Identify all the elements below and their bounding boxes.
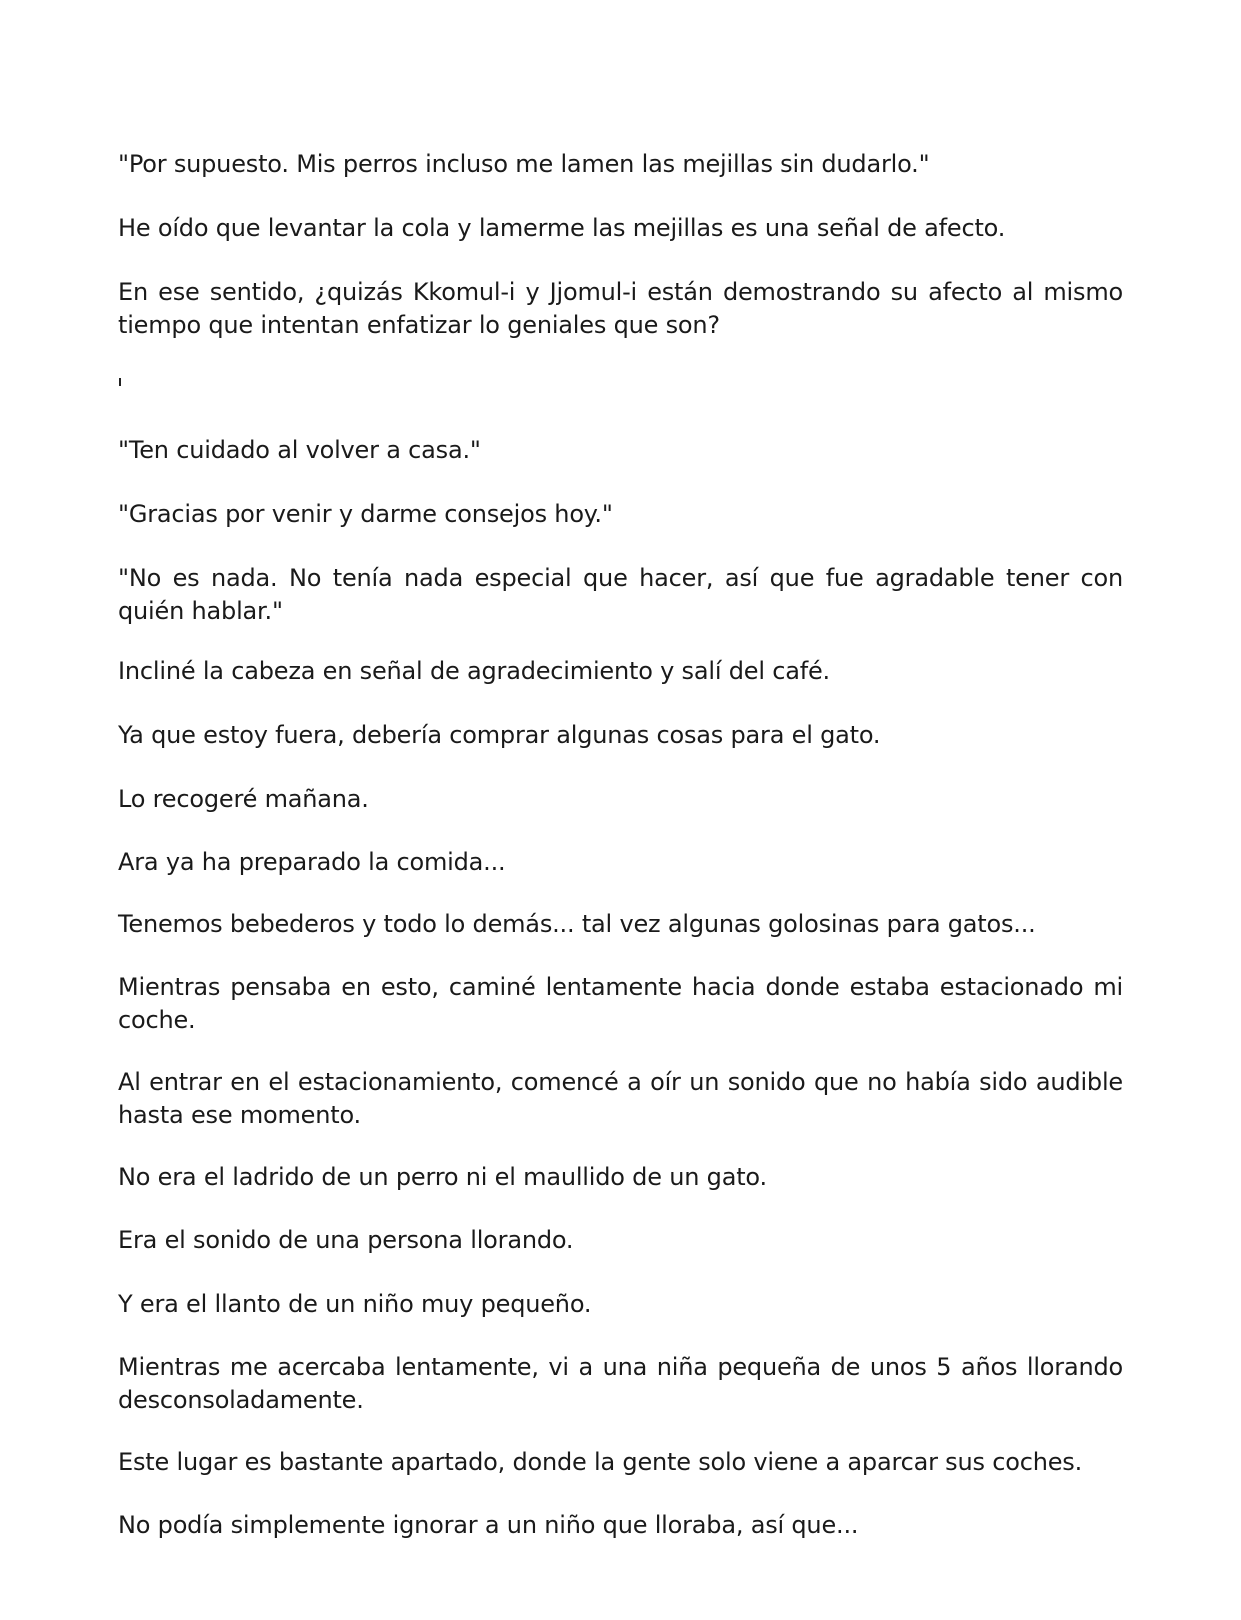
paragraph-17: Mientras me acercaba lentamente, vi a una niña pequeña de unos 5 años llorando desconsoladamente. [118, 1353, 1123, 1414]
paragraph-1: "Por supuesto. Mis perros incluso me lamen las mejillas sin dudarlo." [118, 150, 930, 178]
paragraph-10: Ara ya ha preparado la comida... [118, 848, 506, 876]
paragraph-5: "Gracias por venir y darme consejos hoy." [118, 500, 613, 528]
paragraph-11: Tenemos bebederos y todo lo demás... tal vez algunas golosinas para gatos... [118, 910, 1036, 938]
paragraph-3: En ese sentido, ¿quizás Kkomul-i y Jjomul-i están demostrando su afecto al mismo tiempo que intentan enfatizar lo geniales que son? [118, 278, 1123, 339]
paragraph-8: Ya que estoy fuera, debería comprar algunas cosas para el gato. [118, 721, 881, 749]
paragraph-4: "Ten cuidado al volver a casa." [118, 436, 481, 464]
paragraph-6: "No es nada. No tenía nada especial que hacer, así que fue agradable tener con quién hablar." [118, 564, 1123, 625]
paragraph-13: Al entrar en el estacionamiento, comencé a oír un sonido que no había sido audible hasta ese momento. [118, 1068, 1123, 1129]
paragraph-12: Mientras pensaba en esto, caminé lentamente hacia donde estaba estacionado mi coche. [118, 973, 1123, 1034]
stray-mark [119, 378, 121, 386]
paragraph-2: He oído que levantar la cola y lamerme las mejillas es una señal de afecto. [118, 214, 1006, 242]
paragraph-18: Este lugar es bastante apartado, donde la gente solo viene a aparcar sus coches. [118, 1448, 1083, 1476]
paragraph-19: No podía simplemente ignorar a un niño que lloraba, así que... [118, 1511, 859, 1539]
paragraph-16: Y era el llanto de un niño muy pequeño. [118, 1290, 592, 1318]
paragraph-9: Lo recogeré mañana. [118, 785, 369, 813]
paragraph-7: Incliné la cabeza en señal de agradecimiento y salí del café. [118, 657, 830, 685]
paragraph-15: Era el sonido de una persona llorando. [118, 1226, 574, 1254]
paragraph-14: No era el ladrido de un perro ni el maullido de un gato. [118, 1163, 767, 1191]
